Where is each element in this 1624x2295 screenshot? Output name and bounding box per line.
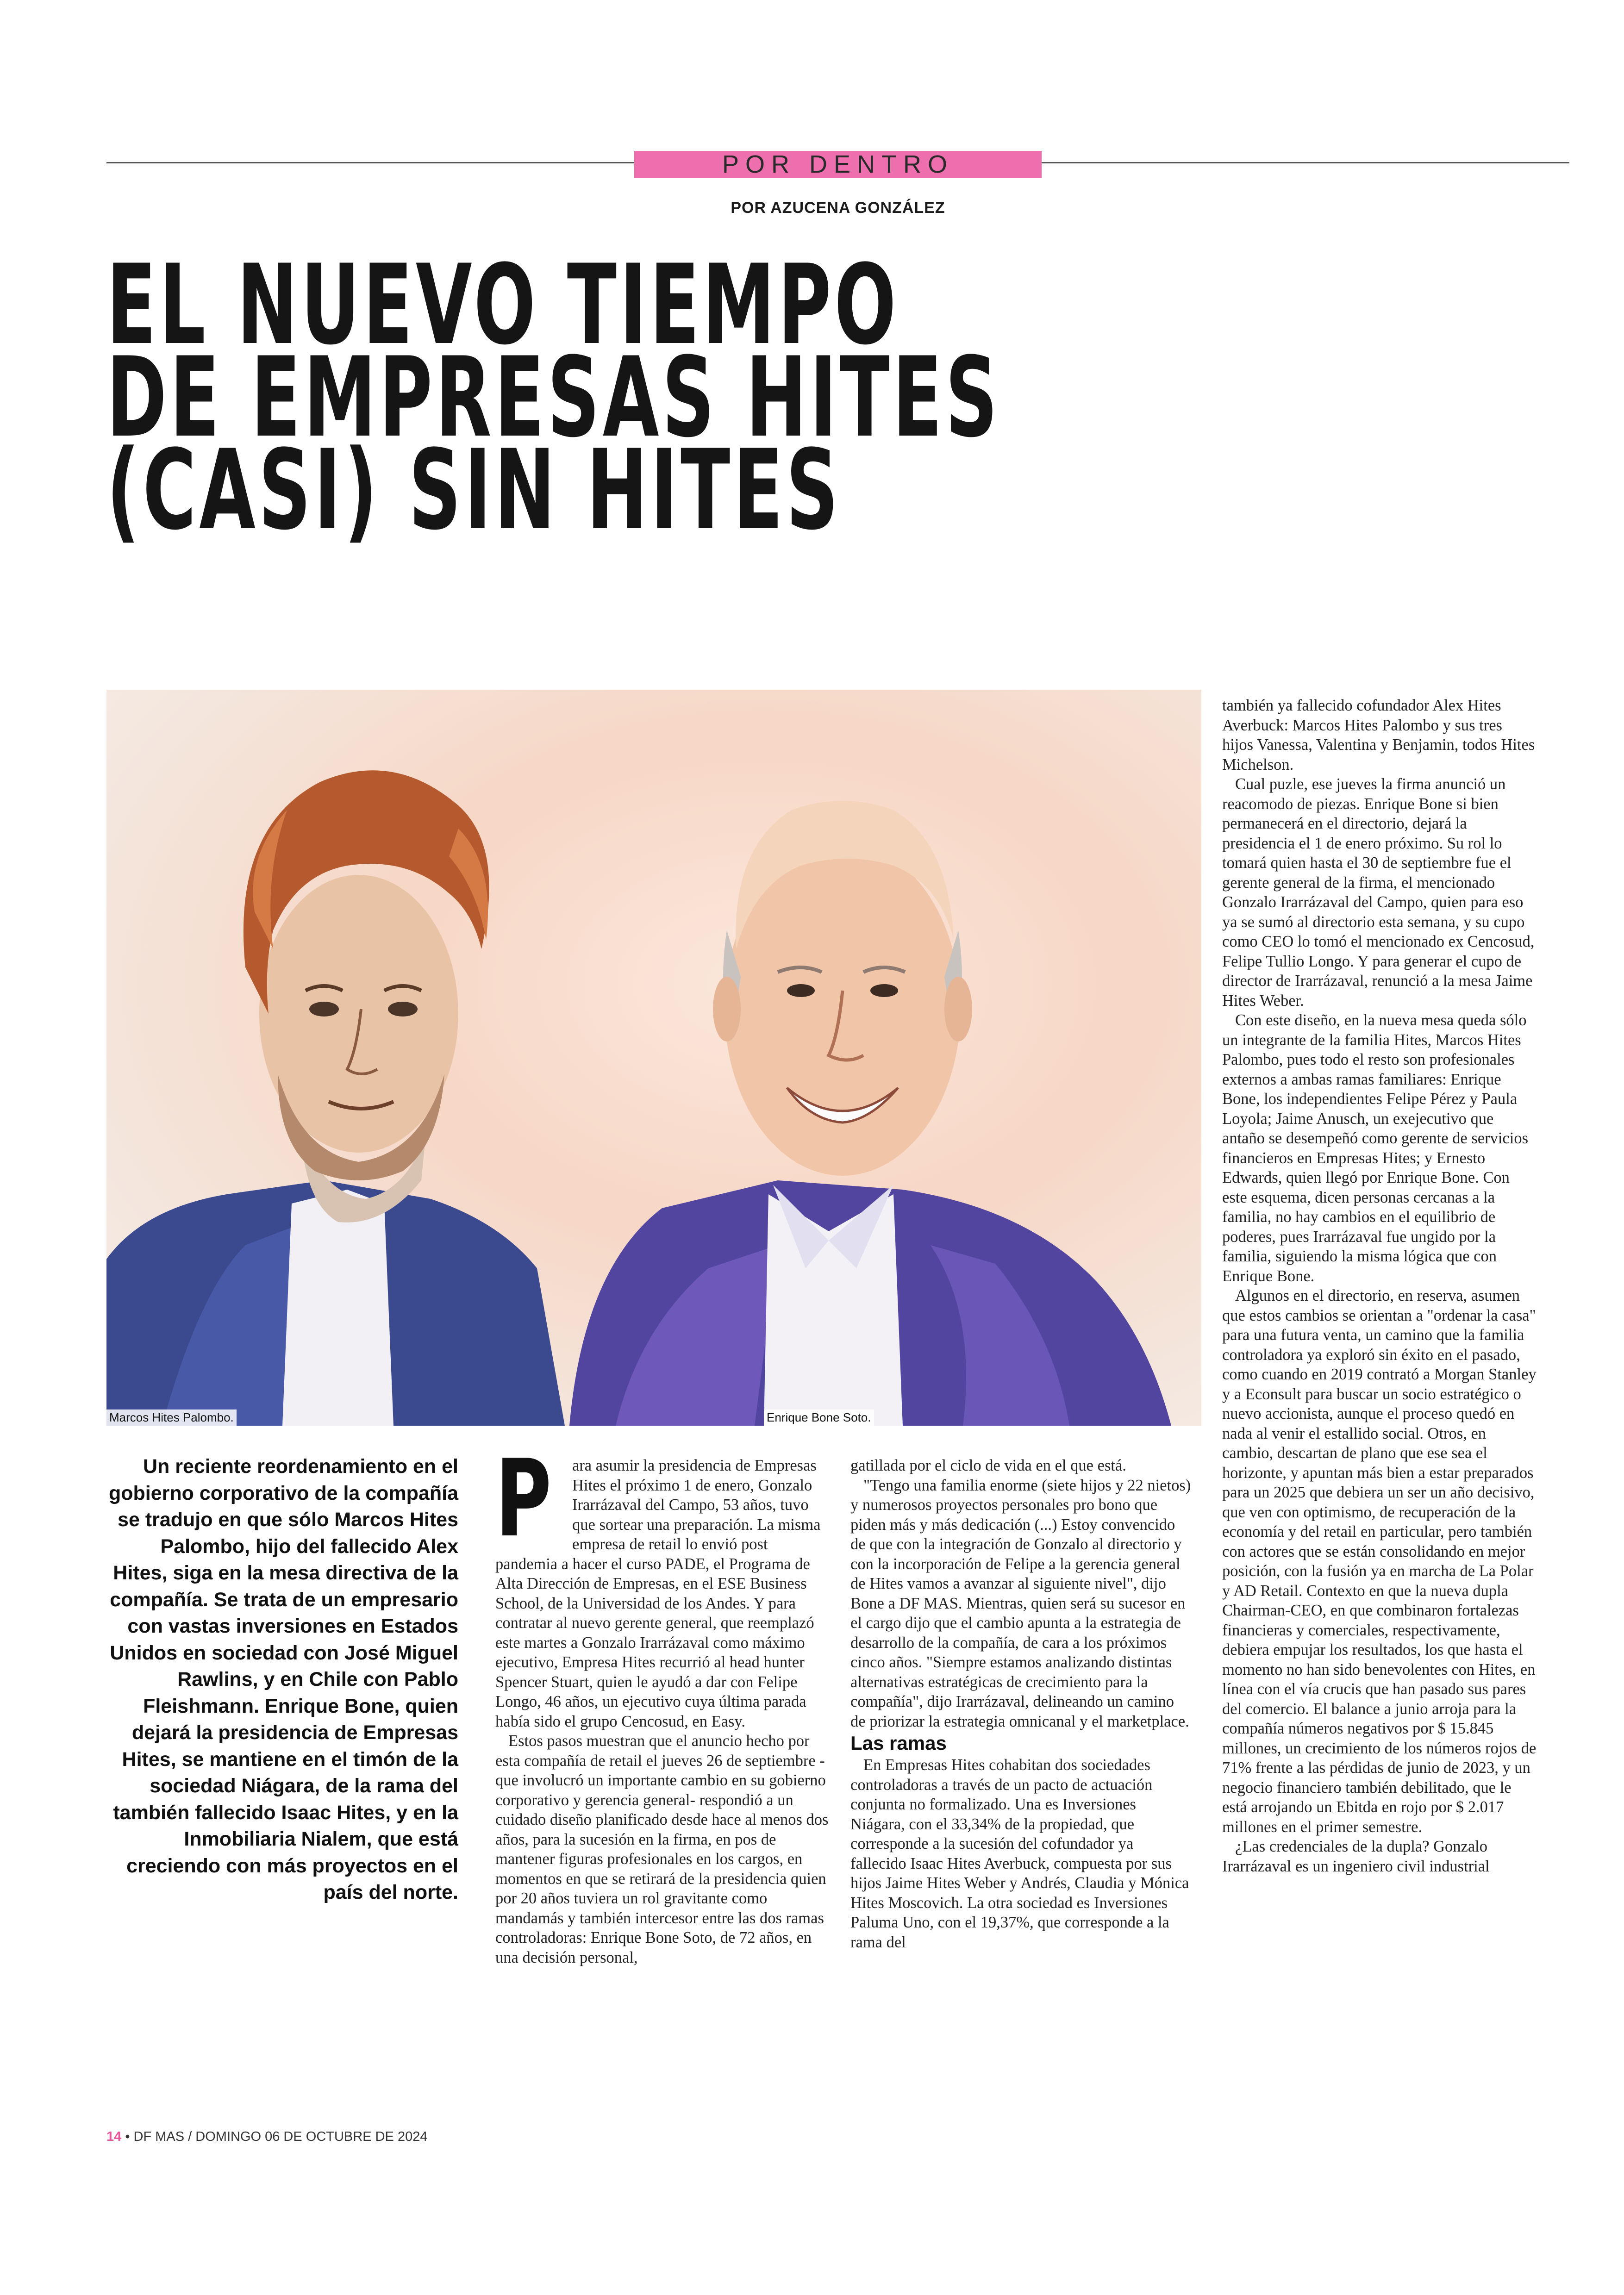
drop-cap: P <box>495 1437 552 1561</box>
paragraph: Cual puzle, ese jueves la firma anunció un reacomodo de piezas. Enrique Bone si bien permanecerá en el directorio, dejará la presidencia el 1 de enero próximo. Su rol lo tomará quien hasta el 30 de septiembre fue el gerente general de la firma, el mencionado Gonzalo Irarrázaval del Campo, quien para eso ya se sumó al directorio esta semana, y su cupo como CEO lo tomó el mencionado ex Cencosud, Felipe Tullio Longo. Y para generar el cupo de director de Irarrázaval, renunció a la mesa Jaime Hites Weber. <box>1222 775 1535 1010</box>
paragraph: "Tengo una familia enorme (siete hijos y 22 nietos) y numerosos proyectos personales pro bono que piden más y más dedicación (...) Estoy convencido de que con la integración de Gonzalo al directorio y con la incorporación de Felipe a la gerencia general de Hites vamos a avanzar al siguiente nivel", dijo Bone a DF MAS. Mientras, quien será su sucesor en el cargo dijo que el cambio apunta a la estrategia de desarrollo de la compañía, de cara a los próximos cinco años. "Siempre estamos analizando distintas alternativas estratégicas de crecimiento para la compañía", dijo Irarrázaval, delineando un camino de priorizar la estrategia omnicanal y el marketplace. <box>850 1476 1191 1730</box>
headline-line-3: (CASI) SIN HITES <box>106 426 842 555</box>
portrait-marcos-hites <box>106 770 565 1426</box>
portrait-illustration <box>106 690 1201 1426</box>
body-column-b <box>850 1456 1193 1952</box>
body-column-right <box>1222 696 1537 1876</box>
publication-date: / DOMINGO 06 DE OCTUBRE DE 2024 <box>188 2129 428 2144</box>
subheading: Las ramas <box>850 1732 947 1754</box>
paragraph: Algunos en el directorio, en reserva, asumen que estos cambios se orientan a "ordenar la casa" para una futura venta, un camino que la familia controladora ya exploró sin éxito en el pasado, como cuando en 2019 contrató a Morgan Stanley y a Econsult para buscar un socio estratégico o nuevo accionista, aunque el proceso quedó en nada al venir el estallido social. Otros, en cambio, descartan de plano que ese sea el horizonte, y apuntan más bien a estar preparados para un 2025 que debiera un ser un año decisivo, que ven con optimismo, de recuperación de la economía y del retail en particular, pero también con actores que se están consolidando en mejor posición, con la fusión ya en marcha de La Polar y AD Retail. Contexto en que la nueva dupla Chairman-CEO, en que combinaron fortalezas financieras y comerciales, respectivamente, debiera empujar los resultados, los que hasta el momento no han sido benevolentes con Hites, en línea con el vía crucis que han pasado sus pares del comercio. El balance a junio arroja para la compañía números negativos por $ 15.845 millones, un crecimiento de los números rojos de 71% frente a las pérdidas de junio de 2023, y un negocio financiero también debilitado, que le está arrojando un Ebitda en rojo por $ 2.017 millones en el primer semestre. <box>1222 1287 1537 1836</box>
lead-paragraph: Un reciente reordenamiento en el gobierno corporativo de la compañía se tradujo en que sólo Marcos Hites Palombo, hijo del fallecido Alex Hites, siga en la mesa directiva de la compañía. Se trata de un empresario con vastas inversiones en Estados Unidos en sociedad con José Miguel Rawlins, y en Chile con Pablo Fleishmann. Enrique Bone, quien dejará la presidencia de Empresas Hites, se mantiene en el timón de la sociedad Niágara, de la rama del también fallecido Isaac Hites, y en la Inmobiliaria Nialem, que está creciendo con más proyectos en el país del norte. <box>108 1455 458 1903</box>
portrait-enrique-bone <box>569 801 1171 1426</box>
headline-line-1: EL NUEVO TIEMPO <box>106 241 899 369</box>
section-tag: POR DENTRO <box>634 151 1042 178</box>
paragraph: gatillada por el ciclo de vida en el que está. <box>850 1457 1126 1474</box>
paragraph: En Empresas Hites cohabitan dos sociedades controladoras a través de un pacto de actuación conjunta no formalizado. Una es Inversiones Niágara, con el 33,34% de la propiedad, que corresponde a la sucesión del cofundador ya fallecido Isaac Hites Averbuck, compuesta por sus hijos Jaime Hites Weber y Andrés, Claudia y Mónica Hites Moscovich. La otra sociedad es Inversiones Paluma Uno, con el 19,37%, que corresponde a la rama del <box>850 1756 1189 1951</box>
paragraph: ¿Las credenciales de la dupla? Gonzalo Irarrázaval es un ingeniero civil industrial <box>1222 1838 1490 1875</box>
page-footer <box>106 2129 427 2145</box>
publication-name: • DF MAS <box>125 2129 185 2144</box>
page-number: 14 <box>106 2129 122 2144</box>
paragraph: Estos pasos muestran que el anuncio hecho por esta compañía de retail el jueves 26 de septiembre -que involucró un importante cambio en su gobierno corporativo y gerencia general- respondió a un cuidado diseño planificado desde hace al menos dos años, para la sucesión en la firma, en pos de mantener figuras profesionales en los cargos, en momentos en que se retirará de la presidencia quien por 20 años tuviera un rol gravitante como mandamás y también intercesor entre las dos ramas controladoras: Enrique Bone Soto, de 72 años, en una decisión personal, <box>495 1732 829 1966</box>
paragraph: ara asumir la presidencia de Empresas Hites el próximo 1 de enero, Gonzalo Irarrázaval del Campo, 53 años, tuvo que sortear una preparación. La misma empresa de retail lo envió post pandemia a hacer el curso PADE, el Programa de Alta Dirección de Empresas, en el ESE Business School, de la Universidad de los Andes. Y para contratar al nuevo gerente general, que reemplazó este martes a Gonzalo Irarrázaval como máximo ejecutivo, Empresa Hites recurrió al head hunter Spencer Stuart, quien le ayudó a dar con Felipe Longo, 46 años, un ejecutivo cuya última parada había sido el grupo Cencosud, en Easy. <box>495 1457 821 1730</box>
photo-caption-left: Marcos Hites Palombo. <box>106 1409 237 1426</box>
photo-caption-right: Enrique Bone Soto. <box>764 1409 874 1426</box>
body-column-a <box>495 1437 831 1967</box>
paragraph: Con este diseño, en la nueva mesa queda sólo un integrante de la familia Hites, Marcos Hites Palombo, pues todo el resto son profesionales externos a ambas ramas familiares: Enrique Bone, los independientes Felipe Pérez y Paula Loyola; Jaime Anusch, un exejecutivo que antaño se desempeñó como gerente de servicios financieros en Empresas Hites; y Ernesto Edwards, quien llegó por Enrique Bone. Con este esquema, dicen personas cercanas a la familia, no hay cambios en el equilibrio de poderes, pues Irarrázaval fue ungido por la familia, siguiendo la misma lógica que con Enrique Bone. <box>1222 1011 1529 1285</box>
byline: POR AZUCENA GONZÁLEZ <box>731 199 945 217</box>
headline <box>106 241 1542 555</box>
headline-line-2: DE EMPRESAS HITES <box>106 334 1001 462</box>
paragraph: también ya fallecido cofundador Alex Hites Averbuck: Marcos Hites Palombo y sus tres hijos Vanessa, Valentina y Benjamin, todos Hites Michelson. <box>1222 697 1535 773</box>
portraits-svg <box>106 690 1201 1426</box>
